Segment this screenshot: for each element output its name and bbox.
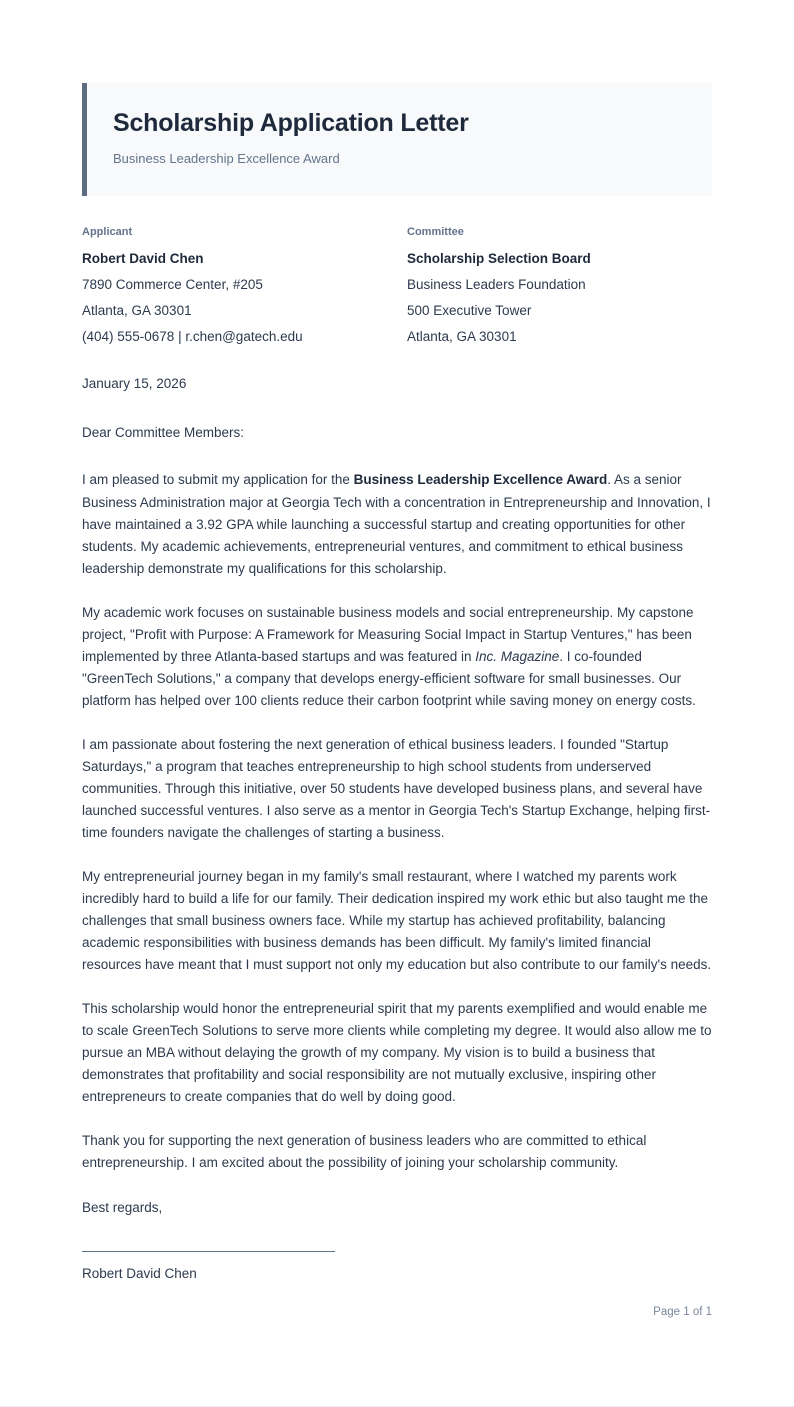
paragraph-1-text-before: I am pleased to submit my application for the (82, 472, 354, 488)
paragraph-2-text-before: My academic work focuses on sustainable business models and social entrepreneurship. My capstone project, "Profit with Purpose: A Framework for Measuring Social Impact in Startup Ventures," has been implemented by three Atlanta-based startups and was featured in (82, 604, 694, 664)
applicant-name: Robert David Chen (82, 250, 204, 266)
publication-name-emphasis: Inc. Magazine (475, 648, 560, 664)
body-paragraph-2 (82, 602, 712, 713)
body-paragraph-5: This scholarship would honor the entrepreneurial spirit that my parents exemplified and would enable me to scale GreenTech Solutions to serve more clients while completing my degree. It would also allow me to pursue an MBA without delaying the growth of my company. My vision is to build a business that demonstrates that profitability and social responsibility are not mutually exclusive, inspiring other entrepreneurs to create companies that do well by doing good. (82, 1000, 712, 1105)
applicant-label: Applicant (82, 225, 133, 238)
committee-address-line-2: 500 Executive Tower (407, 303, 532, 319)
letter-header (82, 83, 712, 196)
paragraph-1-text-after: . As a senior Business Administration major at Georgia Tech with a concentration in Entrepreneurship and Innovation, I have maintained a 3.92 GPA while launching a successful startup and creating opportunities for other students. My academic achievements, entrepreneurial ventures, and commitment to ethical business leadership demonstrate my qualifications for this scholarship. (82, 472, 711, 577)
body-paragraph-1 (82, 469, 712, 580)
committee-label: Committee (407, 225, 464, 238)
page-indicator: Page 1 of 1 (653, 1306, 712, 1318)
committee-address-line-1: Business Leaders Foundation (407, 277, 586, 293)
address-grid (82, 226, 712, 347)
body-paragraph-6: Thank you for supporting the next generation of business leaders who are committed to ethical entrepreneurship. I am excited about the possibility of joining your scholarship community. (82, 1132, 647, 1170)
applicant-address-line-2: Atlanta, GA 30301 (82, 303, 192, 319)
paragraph-2-text-after: . I co-founded "GreenTech Solutions," a company that develops energy-efficient software for small businesses. Our platform has helped over 100 clients reduce their carbon footprint while saving money on energy costs. (82, 648, 696, 709)
applicant-contact: (404) 555-0678 | r.chen@gatech.edu (82, 329, 303, 345)
letter-date: January 15, 2026 (82, 375, 187, 391)
applicant-address-line-1: 7890 Commerce Center, #205 (82, 277, 263, 293)
award-name-emphasis: Business Leadership Excellence Award (353, 472, 608, 488)
page-title: Scholarship Application Letter (113, 109, 469, 137)
body-paragraph-3: I am passionate about fostering the next generation of ethical business leaders. I founded "Startup Saturdays," a program that teaches entrepreneurship to high school students from underserved communities. Through this initiative, over 50 students have developed business plans, and several have launched successful ventures. I also serve as a mentor in Georgia Tech's Startup Exchange, helping first-time founders navigate the challenges of starting a business. (82, 736, 711, 841)
committee-name: Scholarship Selection Board (407, 250, 591, 266)
committee-address-line-3: Atlanta, GA 30301 (407, 329, 517, 345)
signature-name: Robert David Chen (82, 1265, 197, 1281)
applicant-block (82, 226, 407, 347)
signature-block (82, 1251, 712, 1284)
closing-line: Best regards, (82, 1199, 163, 1215)
page-subtitle: Business Leadership Excellence Award (113, 150, 340, 166)
page-footer (82, 1306, 712, 1318)
salutation: Dear Committee Members: (82, 424, 245, 440)
committee-block (407, 226, 732, 347)
body-paragraph-4: My entrepreneurial journey began in my family's small restaurant, where I watched my parents work incredibly hard to build a life for our family. Their dedication inspired my work ethic but also taught me the challenges that small business owners face. While my startup has achieved profitability, balancing academic responsibilities with business demands has been difficult. My family's limited financial resources have meant that I must support not only my education but also contribute to our family's needs. (82, 868, 712, 973)
signature-line (82, 1251, 335, 1252)
letter-body (82, 469, 712, 1173)
